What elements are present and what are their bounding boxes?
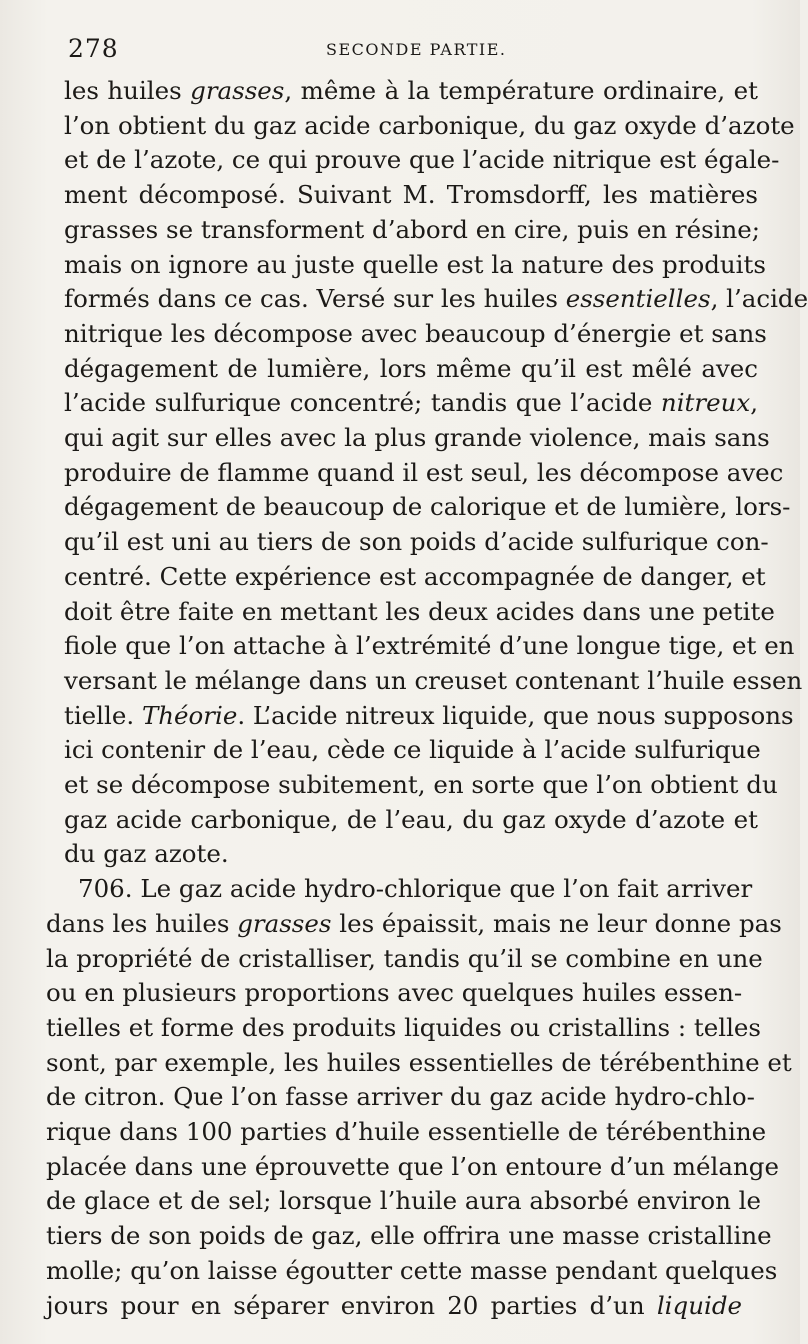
text-line — [64, 803, 758, 837]
text-segment: les épaissit, mais ne leur donne pas — [331, 908, 782, 938]
text-segment: centré. Cette expérience est accompagnée de danger, et — [64, 561, 766, 591]
text-segment: formés dans ce cas. Versé sur les huiles — [64, 284, 566, 314]
text-segment: mais on ignore au juste quelle est la nature des produits — [64, 249, 766, 279]
italic-text: Théorie — [141, 700, 238, 730]
text-segment: l’acide sulfurique concentré; tandis que l’acide — [64, 388, 661, 418]
text-segment: versant le mélange dans un creuset contenant l’huile essen — [64, 665, 803, 695]
text-segment: qu’il est uni au tiers de son poids d’acide sulfurique con- — [64, 527, 769, 557]
text-line — [64, 282, 808, 316]
italic-text: grasses — [237, 908, 332, 938]
text-segment: l’on obtient du gaz acide carbonique, du gaz oxyde d’azote — [64, 110, 795, 140]
text-line — [64, 143, 780, 177]
text-line — [64, 421, 770, 455]
text-segment: qui agit sur elles avec la plus grande violence, mais sans — [64, 423, 770, 452]
text-segment: du gaz azote. — [64, 839, 229, 869]
text-line — [64, 178, 758, 212]
text-segment: ou en plusieurs proportions avec quelques huiles essen- — [46, 978, 743, 1008]
text-segment: . L’acide nitreux liquide, que nous supposons — [237, 700, 794, 730]
text-segment: ici contenir de l’eau, cède ce liquide à l’acide sulfurique — [64, 735, 761, 765]
text-segment: dégagement de beaucoup de calorique et de lumière, lors- — [64, 492, 791, 522]
text-line — [64, 560, 766, 594]
italic-text: liquide — [656, 1290, 742, 1320]
text-line — [64, 595, 775, 629]
text-segment: tielle. — [64, 700, 142, 730]
text-segment: produire de flamme quand il est seul, les décompose avec — [64, 457, 784, 487]
text-segment: dans les huiles — [46, 908, 238, 938]
text-segment: grasses se transforment d’abord en cire, puis en résine; — [64, 214, 761, 244]
text-line — [64, 74, 758, 108]
italic-text: grasses — [190, 76, 285, 105]
text-line — [64, 525, 769, 559]
text-segment: gaz acide carbonique, de l’eau, du gaz oxyde d’azote et — [64, 804, 758, 834]
text-line — [64, 733, 761, 767]
text-line — [46, 1254, 778, 1288]
text-segment: tiers de son poids de gaz, elle offrira une masse cristalline — [46, 1221, 772, 1251]
text-segment: dégagement de lumière, lors même qu’il est mêlé avec — [64, 353, 758, 383]
text-line — [64, 664, 803, 698]
page-number: 278 — [68, 34, 119, 63]
text-segment: nitrique les décompose avec beaucoup d’énergie et sans — [64, 318, 767, 348]
text-line — [46, 1011, 761, 1045]
running-head: SECONDE PARTIE. — [326, 40, 507, 59]
text-line — [46, 942, 763, 976]
text-segment: ment décomposé. Suivant M. Tromsdorff, les matières — [64, 180, 758, 210]
text-line — [46, 1219, 772, 1253]
text-segment: , même à la température ordinaire, et — [284, 76, 758, 105]
text-segment: molle; qu’on laisse égoutter cette masse pendant quelques — [46, 1255, 778, 1285]
text-line — [64, 352, 758, 386]
text-segment: la propriété de cristalliser, tandis qu’il se combine en une — [46, 943, 763, 973]
text-segment: doit être faite en mettant les deux acides dans une petite — [64, 596, 775, 626]
text-segment: et se décompose subitement, en sorte que l’on obtient du — [64, 770, 778, 799]
text-line — [64, 248, 766, 282]
text-segment: de citron. Que l’on fasse arriver du gaz acide hydro-chlo- — [46, 1082, 755, 1112]
italic-text: nitreux — [660, 388, 751, 418]
page-header — [68, 34, 758, 68]
text-line — [46, 1150, 779, 1184]
text-line — [46, 976, 742, 1010]
text-line — [64, 317, 767, 351]
text-segment: sont, par exemple, les huiles essentielles de térébenthine et — [46, 1047, 792, 1077]
text-segment: rique dans 100 parties d’huile essentielle de térébenthine — [46, 1117, 767, 1146]
text-line — [46, 1080, 755, 1114]
text-segment: de glace et de sel; lorsque l’huile aura absorbé environ le — [46, 1186, 762, 1216]
text-segment: placée dans une éprouvette que l’on entoure d’un mélange — [46, 1151, 779, 1181]
text-line — [64, 629, 795, 663]
text-segment: les huiles — [64, 76, 191, 105]
text-line — [46, 1289, 742, 1323]
text-line — [46, 1046, 792, 1080]
italic-text: essentielles — [565, 284, 711, 314]
text-segment: 706. Le gaz acide hydro-chlorique que l’on fait arriver — [78, 874, 753, 904]
text-line — [64, 213, 761, 247]
text-line — [64, 768, 778, 802]
text-segment: jours pour en séparer environ 20 parties d’un — [46, 1290, 657, 1320]
text-line — [46, 907, 782, 941]
text-line — [46, 1184, 762, 1218]
text-segment: fiole que l’on attache à l’extrémité d’une longue tige, et en — [64, 631, 795, 661]
text-line — [64, 456, 784, 490]
text-line — [64, 109, 795, 143]
text-segment: , — [750, 388, 758, 418]
text-line — [64, 837, 758, 871]
text-line — [78, 872, 753, 906]
text-line — [64, 490, 791, 524]
text-segment: et de l’azote, ce qui prouve que l’acide nitrique est égale- — [64, 145, 780, 175]
text-segment: , l’acide — [710, 284, 808, 314]
text-line — [46, 1115, 767, 1149]
text-line — [64, 699, 794, 733]
text-line — [64, 386, 758, 420]
text-segment: tielles et forme des produits liquides ou cristallins : telles — [46, 1012, 761, 1042]
